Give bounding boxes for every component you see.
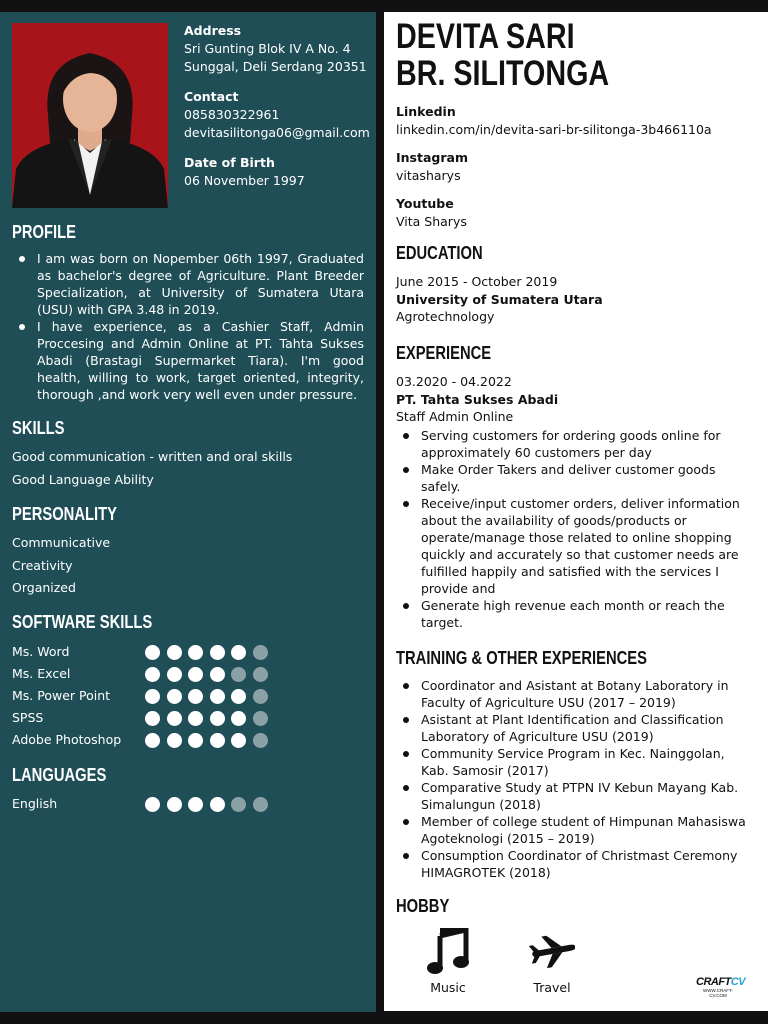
education-major: Agrotechnology	[396, 309, 495, 324]
rating-dots	[145, 645, 274, 661]
youtube-label: Youtube	[396, 196, 454, 211]
personality-list	[12, 532, 110, 600]
main-content	[384, 12, 768, 1011]
rating-dots	[145, 733, 274, 749]
personality-item: Creativity	[12, 557, 73, 573]
software-row	[12, 663, 312, 685]
rating-dot-filled	[188, 711, 203, 726]
rating-dot-empty	[253, 667, 268, 682]
software-name: Ms. Power Point	[12, 688, 111, 703]
social-links	[396, 103, 758, 230]
linkedin-url[interactable]: linkedin.com/in/devita-sari-br-silitonga-3b466110a	[396, 121, 712, 137]
experience-role: Staff Admin Online	[396, 409, 514, 424]
language-name: English	[12, 796, 58, 811]
airplane-icon	[529, 928, 575, 974]
rating-dots	[145, 797, 274, 813]
training-item: Community Service Program in Kec. Nainggolan, Kab. Samosir (2017)	[396, 745, 748, 779]
rating-dots	[145, 689, 274, 705]
profile-list	[12, 250, 364, 403]
phone-number: 085830322961	[184, 107, 280, 122]
software-name: Adobe Photoshop	[12, 732, 122, 747]
youtube-channel[interactable]: Vita Sharys	[396, 213, 467, 229]
rating-dot-filled	[167, 711, 182, 726]
hobby-label: Travel	[533, 980, 571, 995]
address-label: Address	[184, 23, 242, 38]
skills-heading: SKILLS	[12, 418, 65, 438]
profile-heading: PROFILE	[12, 222, 76, 242]
experience-duty: Generate high revenue each month or reach the target.	[396, 597, 748, 631]
experience-heading: EXPERIENCE	[396, 343, 492, 363]
training-list	[396, 677, 748, 881]
rating-dot-filled	[167, 733, 182, 748]
dob-value: 06 November 1997	[184, 173, 305, 188]
training-heading: TRAINING & OTHER EXPERIENCES	[396, 648, 647, 668]
rating-dot-filled	[167, 645, 182, 660]
rating-dot-filled	[231, 645, 246, 660]
training-item: Comparative Study at PTPN IV Kebun Mayang Kab. Simalungun (2018)	[396, 779, 748, 813]
experience-company: PT. Tahta Sukses Abadi	[396, 391, 559, 407]
profile-item: I am was born on Nopember 06th 1997, Graduated as bachelor's degree of Agriculture. Plant Breeder Specialization, at University of Sumatera Utara (USU) with GPA 3.48 in 2019.	[12, 250, 364, 318]
email-address[interactable]: devitasilitonga06@gmail.com	[184, 125, 370, 140]
education-school: University of Sumatera Utara	[396, 291, 603, 307]
rating-dot-filled	[167, 667, 182, 682]
rating-dot-empty	[231, 797, 246, 812]
rating-dot-filled	[210, 797, 225, 812]
skill-item: Good Language Ability	[12, 471, 154, 487]
education-period: June 2015 - October 2019	[396, 274, 558, 289]
rating-dots	[145, 667, 274, 683]
rating-dot-filled	[167, 689, 182, 704]
education-heading: EDUCATION	[396, 243, 483, 263]
experience-duty: Serving customers for ordering goods online for approximately 60 customers per day	[396, 427, 748, 461]
instagram-label: Instagram	[396, 150, 468, 165]
training-item: Coordinator and Asistant at Botany Laboratory in Faculty of Agriculture USU (2017 – 2019)	[396, 677, 748, 711]
software-name: SPSS	[12, 710, 44, 725]
craft-cv-logo	[696, 976, 746, 998]
hobby-music	[408, 928, 488, 995]
personality-heading: PERSONALITY	[12, 504, 117, 524]
rating-dot-filled	[188, 667, 203, 682]
rating-dot-filled	[188, 797, 203, 812]
software-skills-heading: SOFTWARE SKILLS	[12, 612, 153, 632]
rating-dot-filled	[188, 645, 203, 660]
name-line-2: BR. SILITONGA	[396, 54, 610, 93]
personal-info	[184, 22, 374, 202]
linkedin-label: Linkedin	[396, 104, 456, 119]
software-name: Ms. Excel	[12, 666, 71, 681]
instagram-handle[interactable]: vitasharys	[396, 167, 461, 183]
rating-dot-empty	[253, 689, 268, 704]
experience-period: 03.2020 - 04.2022	[396, 374, 512, 389]
hobby-heading: HOBBY	[396, 896, 450, 916]
rating-dot-filled	[188, 689, 203, 704]
rating-dot-filled	[145, 711, 160, 726]
software-row	[12, 729, 312, 751]
rating-dot-empty	[253, 645, 268, 660]
software-name: Ms. Word	[12, 644, 70, 659]
full-name	[396, 18, 609, 92]
skills-list	[12, 446, 292, 491]
rating-dot-filled	[145, 645, 160, 660]
rating-dot-filled	[145, 733, 160, 748]
profile-item: I have experience, as a Cashier Staff, Admin Proccesing and Admin Online at PT. Tahta Sukses Abadi (Brastagi Supermarket Tiara). I'm good health, willing to work, target oriented, integrity, thorough ,and work very well even under pressure.	[12, 318, 364, 403]
personality-item: Organized	[12, 580, 76, 595]
rating-dot-filled	[145, 689, 160, 704]
rating-dot-filled	[210, 689, 225, 704]
profile-photo	[12, 23, 168, 208]
rating-dot-filled	[210, 645, 225, 660]
address-line-1: Sri Gunting Blok IV A No. 4	[184, 41, 351, 56]
contact-label: Contact	[184, 89, 239, 104]
rating-dot-empty	[253, 733, 268, 748]
experience-duty: Receive/input customer orders, deliver information about the availability of goods/products or operate/manage those related to online shopping quickly and accurately so that customer needs are fulfilled happily and satisfied with the services I provide and	[396, 495, 748, 597]
rating-dots	[145, 711, 274, 727]
experience-duties	[396, 427, 748, 631]
rating-dot-filled	[167, 797, 182, 812]
software-row	[12, 707, 312, 729]
logo-mark	[696, 976, 746, 988]
rating-dot-filled	[145, 667, 160, 682]
address-line-2: Sunggal, Deli Serdang 20351	[184, 59, 367, 74]
language-row	[12, 793, 312, 815]
languages-heading: LANGUAGES	[12, 765, 107, 785]
dob-label: Date of Birth	[184, 155, 275, 170]
rating-dot-filled	[145, 797, 160, 812]
education-entry	[396, 273, 758, 326]
top-border	[0, 0, 768, 12]
logo-url: WWW.CRAFT-CV.COM	[703, 988, 733, 998]
training-item: Asistant at Plant Identification and Classification Laboratory of Agriculture USU (2019)	[396, 711, 748, 745]
software-row	[12, 685, 312, 707]
rating-dot-filled	[231, 733, 246, 748]
skill-item: Good communication - written and oral skills	[12, 449, 293, 464]
logo-text-a: CRAFT	[696, 976, 731, 988]
personality-item: Communicative	[12, 535, 111, 550]
name-line-1: DEVITA SARI	[396, 17, 575, 56]
rating-dot-filled	[231, 689, 246, 704]
music-note-icon	[426, 928, 470, 974]
hobby-label: Music	[430, 980, 466, 995]
rating-dot-filled	[210, 733, 225, 748]
rating-dot-filled	[210, 711, 225, 726]
training-item: Consumption Coordinator of Christmast Ceremony HIMAGROTEK (2018)	[396, 847, 748, 881]
rating-dot-empty	[231, 667, 246, 682]
software-row	[12, 641, 312, 663]
training-item: Member of college student of Himpunan Mahasiswa Agoteknologi (2015 – 2019)	[396, 813, 748, 847]
rating-dot-empty	[253, 711, 268, 726]
logo-text-b: CV	[730, 976, 746, 988]
rating-dot-filled	[210, 667, 225, 682]
rating-dot-empty	[253, 797, 268, 812]
experience-duty: Make Order Takers and deliver customer goods safely.	[396, 461, 748, 495]
rating-dot-filled	[231, 711, 246, 726]
hobby-travel	[512, 928, 592, 995]
experience-entry	[396, 373, 758, 426]
rating-dot-filled	[188, 733, 203, 748]
left-sidebar	[0, 12, 376, 1012]
